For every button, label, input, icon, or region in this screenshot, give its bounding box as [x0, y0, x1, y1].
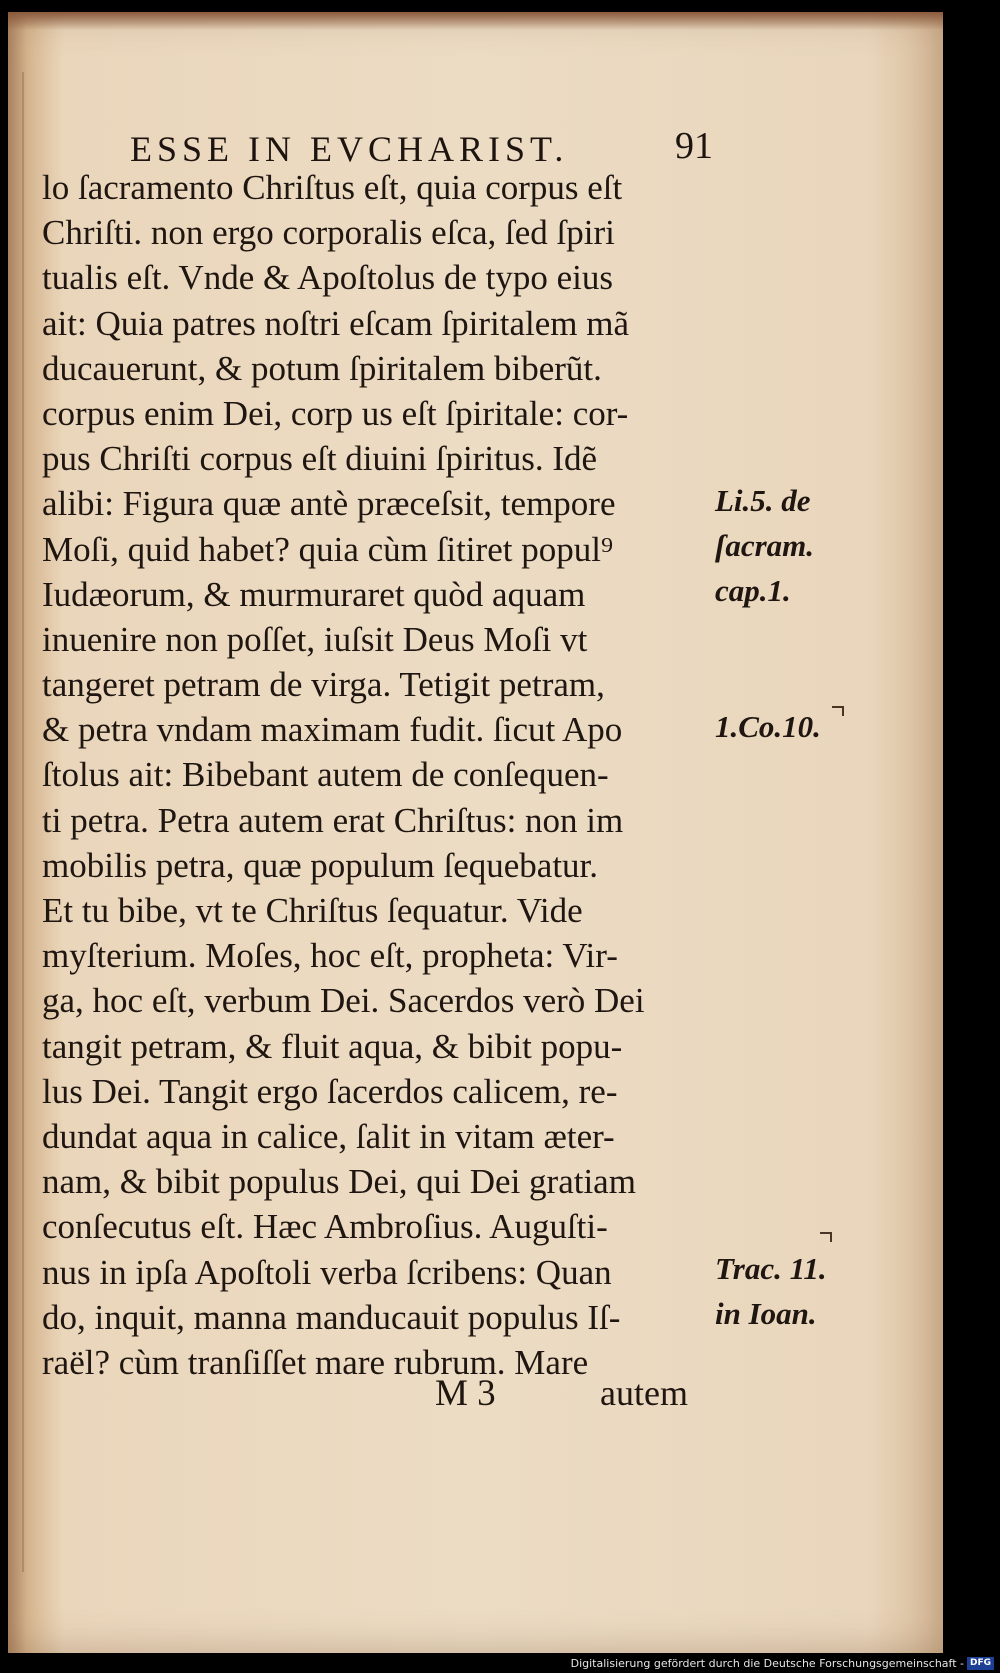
marginal-note: Trac. 11. [715, 1251, 827, 1286]
text-line: lus Dei. Tangit ergo ſacerdos calicem, re- [42, 1071, 618, 1111]
running-head: ESSE IN EVCHARIST. [130, 129, 569, 169]
text-line: ducauerunt, & potum ſpiritalem biberũt. [42, 348, 602, 388]
text-line: dundat aqua in calice, ſalit in vitam æter- [42, 1116, 615, 1156]
text-line: raël? cùm tranſiſſet mare rubrum. Mare [42, 1342, 589, 1382]
marginal-note: cap.1. [715, 573, 791, 608]
text-line: tualis eſt. Vnde & Apoſtolus de typo eius [42, 258, 613, 298]
marginal-note: Li.5. de [715, 483, 811, 518]
text-line: nus in ipſa Apoſtoli verba ſcribens: Quan [42, 1252, 612, 1292]
text-line: conſecutus eſt. Hæc Ambroſius. Auguſti- [42, 1207, 608, 1247]
page-number: 91 [675, 125, 713, 167]
spine-shadow [22, 72, 24, 1572]
marginal-note: 1.Co.10. [715, 709, 821, 744]
text-line: ſtolus ait: Bibebant autem de conſequen- [42, 755, 609, 795]
text-line: nam, & bibit populus Dei, qui Dei gratiam [42, 1162, 636, 1202]
text-line: myſterium. Moſes, hoc eſt, propheta: Vir- [42, 936, 618, 976]
text-line: ga, hoc eſt, verbum Dei. Sacerdos verò Dei [42, 981, 645, 1021]
body-text [42, 165, 732, 1385]
text-line: pus Chriſti corpus eſt diuini ſpiritus. Idẽ [42, 439, 598, 479]
text-line: tangeret petram de virga. Tetigit petram, [42, 665, 605, 705]
text-line: & petra vndam maximam fudit. ſicut Apo [42, 710, 623, 750]
text-line: do, inquit, manna manducauit populus Iſ- [42, 1297, 621, 1337]
text-line: lo ſacramento Chriſtus eſt, quia corpus eſt [42, 168, 623, 207]
signature-mark: M 3 [435, 1373, 496, 1414]
text-line: Moſi, quid habet? quia cùm ſitiret popul⁹ [42, 529, 614, 569]
dfg-logo: DFG [967, 1657, 994, 1670]
text-line: ti petra. Petra autem erat Chriſtus: non im [42, 800, 624, 840]
marginal-note: in Ioan. [715, 1296, 817, 1331]
text-line: tangit petram, & fluit aqua, & bibit popu- [42, 1026, 623, 1066]
digitization-credit: Digitalisierung gefördert durch die Deutsche Forschungsgemeinschaft - [570, 1657, 964, 1670]
text-line: inuenire non poſſet, iuſsit Deus Moſi vt [42, 619, 588, 659]
text-line: ait: Quia patres noſtri eſcam ſpiritalem mã [42, 303, 630, 343]
text-line: Chriſti. non ergo corporalis eſca, ſed ſpiri [42, 213, 615, 253]
catchword: autem [600, 1373, 688, 1413]
marginal-note: ſacram. [715, 528, 815, 563]
text-line: Iudæorum, & murmuraret quòd aquam [42, 574, 586, 614]
margin-mark [832, 706, 844, 716]
text-line: mobilis petra, quæ populum ſequebatur. [42, 845, 599, 885]
margin-mark [820, 1232, 832, 1242]
text-line: corpus enim Dei, corp us eſt ſpiritale: cor- [42, 393, 629, 433]
text-line: Et tu bibe, vt te Chriſtus ſequatur. Vide [42, 891, 583, 930]
text-line: alibi: Figura quæ antè præceſsit, tempore [42, 484, 616, 524]
marginal-notes [715, 0, 935, 1673]
